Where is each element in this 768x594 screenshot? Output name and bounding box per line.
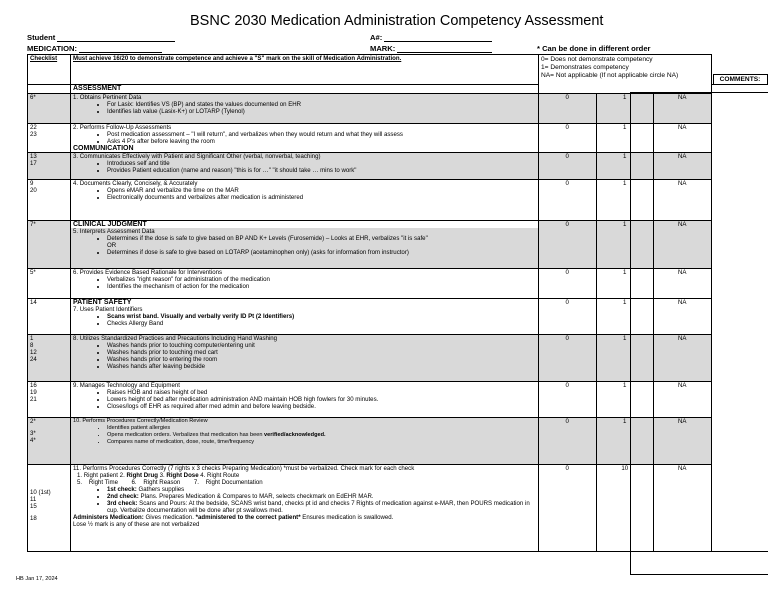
score-10[interactable]: 10 [596,465,654,552]
score-1[interactable]: 1 [596,94,654,124]
section-assessment: ASSESSMENT [71,85,539,94]
score-0[interactable]: 0 [539,465,597,552]
checklist-numbers: 2* 3* 4* [28,418,71,465]
score-1[interactable]: 1 [596,269,654,299]
medication-label: MEDICATION: [27,44,78,53]
checklist-header: Checklist [28,55,71,85]
score-1[interactable]: 1 [596,382,654,418]
row-content: PATIENT SAFETY 7. Uses Patient Identifiers • Scans wrist band. Visually and verbally verify ID Pt (2 Identifiers) • Checks Allergy Band [71,299,539,335]
score-0[interactable]: 0 [539,382,597,418]
checklist-numbers: 16 19 21 [28,382,71,418]
score-0[interactable]: 0 [539,299,597,335]
student-field[interactable] [27,33,175,42]
comments-box[interactable] [630,92,768,575]
checklist-numbers: 7* [28,221,71,269]
section-clinical-judgment: CLINICAL JUDGMENT [71,221,538,228]
score-1[interactable]: 1 [596,221,654,269]
checklist-numbers: 5* [28,269,71,299]
score-na[interactable]: NA [654,418,712,465]
mark-label: MARK: [370,44,396,53]
score-0[interactable]: 0 [539,269,597,299]
score-legend: 0= Does not demonstrate competency 1= Demonstrates competency NA= Not applicable (If not applicable circle NA) [541,56,679,80]
checklist-numbers: 14 [28,299,71,335]
score-0[interactable]: 0 [539,124,597,153]
score-na[interactable]: NA [654,94,712,124]
score-1[interactable]: 1 [596,299,654,335]
score-na[interactable]: NA [654,180,712,221]
a-number-label: A#: [370,33,383,42]
score-1[interactable]: 1 [596,124,654,153]
footer-date: HB Jan 17, 2024 [16,576,58,582]
score-0[interactable]: 0 [539,418,597,465]
score-na[interactable]: NA [654,153,712,180]
score-0[interactable]: 0 [539,221,597,269]
student-line [57,33,175,42]
score-1[interactable]: 1 [596,180,654,221]
score-na[interactable]: NA [654,269,712,299]
student-label: Student [27,33,56,42]
checklist-numbers: 6* [28,94,71,124]
score-0[interactable]: 0 [539,153,597,180]
order-note: * Can be done in different order [537,44,651,53]
medication-line [79,44,162,53]
mark-line [397,44,492,53]
score-0[interactable]: 0 [539,335,597,382]
page-title: BSNC 2030 Medication Administration Competency Assessment [190,13,604,29]
row-content: 9. Manages Technology and Equipment • Raises HOB and raises height of bed • Lowers height of bed after medication administration AND maintain HOB high fowlers for 30 minutes. • Closes/logs off EHR as required after med admin and before leaving bedside. [71,382,539,418]
checklist-numbers: 1 8 12 24 [28,335,71,382]
score-na[interactable]: NA [654,335,712,382]
instruction-header: Must achieve 16/20 to demonstrate competence and achieve a "S" mark on the skill of Medication Administration. [71,55,539,85]
score-na[interactable]: NA [654,221,712,269]
score-0[interactable]: 0 [539,180,597,221]
a-number-line [384,33,492,42]
score-1[interactable]: 1 [596,418,654,465]
row-content: 10. Performs Procedures Correctly/Medication Review • Identifies patient allergies • Opens medication orders. Verbalizes that medication has been verified/acknowledged. • Compares name of medication, dose, route, time/frequency [71,418,539,465]
medication-field[interactable] [27,44,162,53]
row-content: CLINICAL JUDGMENT 5. Interprets Assessment Data • Determines if the dose is safe to give based on BP AND K+ Levels (Furosemide) – Looks at EHR, verbalizes "it is safe" OR • Determines if dose is safe to give based on LOTARP (acetaminophen only) (asks for information from instructor) [71,221,539,269]
row-content: 8. Utilizes Standardized Practices and Precautions Including Hand Washing • Washes hands prior to touching computer/entering unit • Washes hands prior to touching med cart • Washes hands prior to entering the room • Washes hands after leaving bedside [71,335,539,382]
row-content: 11. Performs Procedures Correctly (7 rights x 3 checks Preparing Medication) *must be verbalized. Check mark for each check 1. Right patient 2. Right Drug 3. Right Dose 4. Right Route 5. Right Time 6. Right Reason 7. Right Documentation • 1st check: Gathers supplies • 2nd check: Plans. Prepares Medication & Compares to MAR, selects checkmark on EdEHR MAR. • 3rd check: Scans and Pours: At the bedside, SCANS wrist band, checks pt id and checks 7 Rights of medication against e-MAR, then POURS medication in cup. Verbalize documentation will be done after pt swallows med. Administers Medication: Gives medication. *administered to the correct patient* Ensures medication is swallowed. Lose ½ mark is any of these are not verbalized [71,465,539,552]
checklist-numbers: 22 23 [28,124,71,153]
mark-field[interactable] [370,44,492,53]
section-patient-safety: PATIENT SAFETY [73,299,132,306]
score-0[interactable]: 0 [539,94,597,124]
checklist-numbers: 9 20 [28,180,71,221]
row-content: 6. Provides Evidence Based Rationale for Interventions • Verbalizes "right reason" for administration of the medication • Identifies the mechanism of action for the medication [71,269,539,299]
checklist-numbers: 10 (1st) 11 15 18 [28,465,71,552]
score-na[interactable]: NA [654,465,712,552]
row-content: 1. Obtains Pertinent Data • For Lasix: Identifies VS (BP) and states the values documented on EHR • Identifies lab value (Lasix-K+) or LOTARP (Tylenol) [71,94,539,124]
score-1[interactable]: 1 [596,335,654,382]
row-content: 3. Communicates Effectively with Patient and Significant Other (verbal, nonverbal, teaching) • Introduces self and title • Provides Patient education (name and reason) "this is for …" "it should take … mins to work" [71,153,539,180]
row-content: 2. Performs Follow-Up Assessments • Post medication assessment – "I will return", and verbalizes when they would return and what they will assess • Asks 4 P's after before leaving the room COMMUNICATION [71,124,539,153]
score-1[interactable]: 1 [596,153,654,180]
row-content: 4. Documents Clearly, Concisely, & Accurately • Opens eMAR and verbalize the time on the MAR • Electronically documents and verbalizes after medication is administered [71,180,539,221]
score-na[interactable]: NA [654,382,712,418]
a-number-field[interactable] [370,33,492,42]
section-communication: COMMUNICATION [73,145,134,152]
score-na[interactable]: NA [654,299,712,335]
comments-header-cell [711,55,768,85]
checklist-numbers: 13 17 [28,153,71,180]
score-na[interactable]: NA [654,124,712,153]
comments-header: COMMENTS: [713,74,768,84]
